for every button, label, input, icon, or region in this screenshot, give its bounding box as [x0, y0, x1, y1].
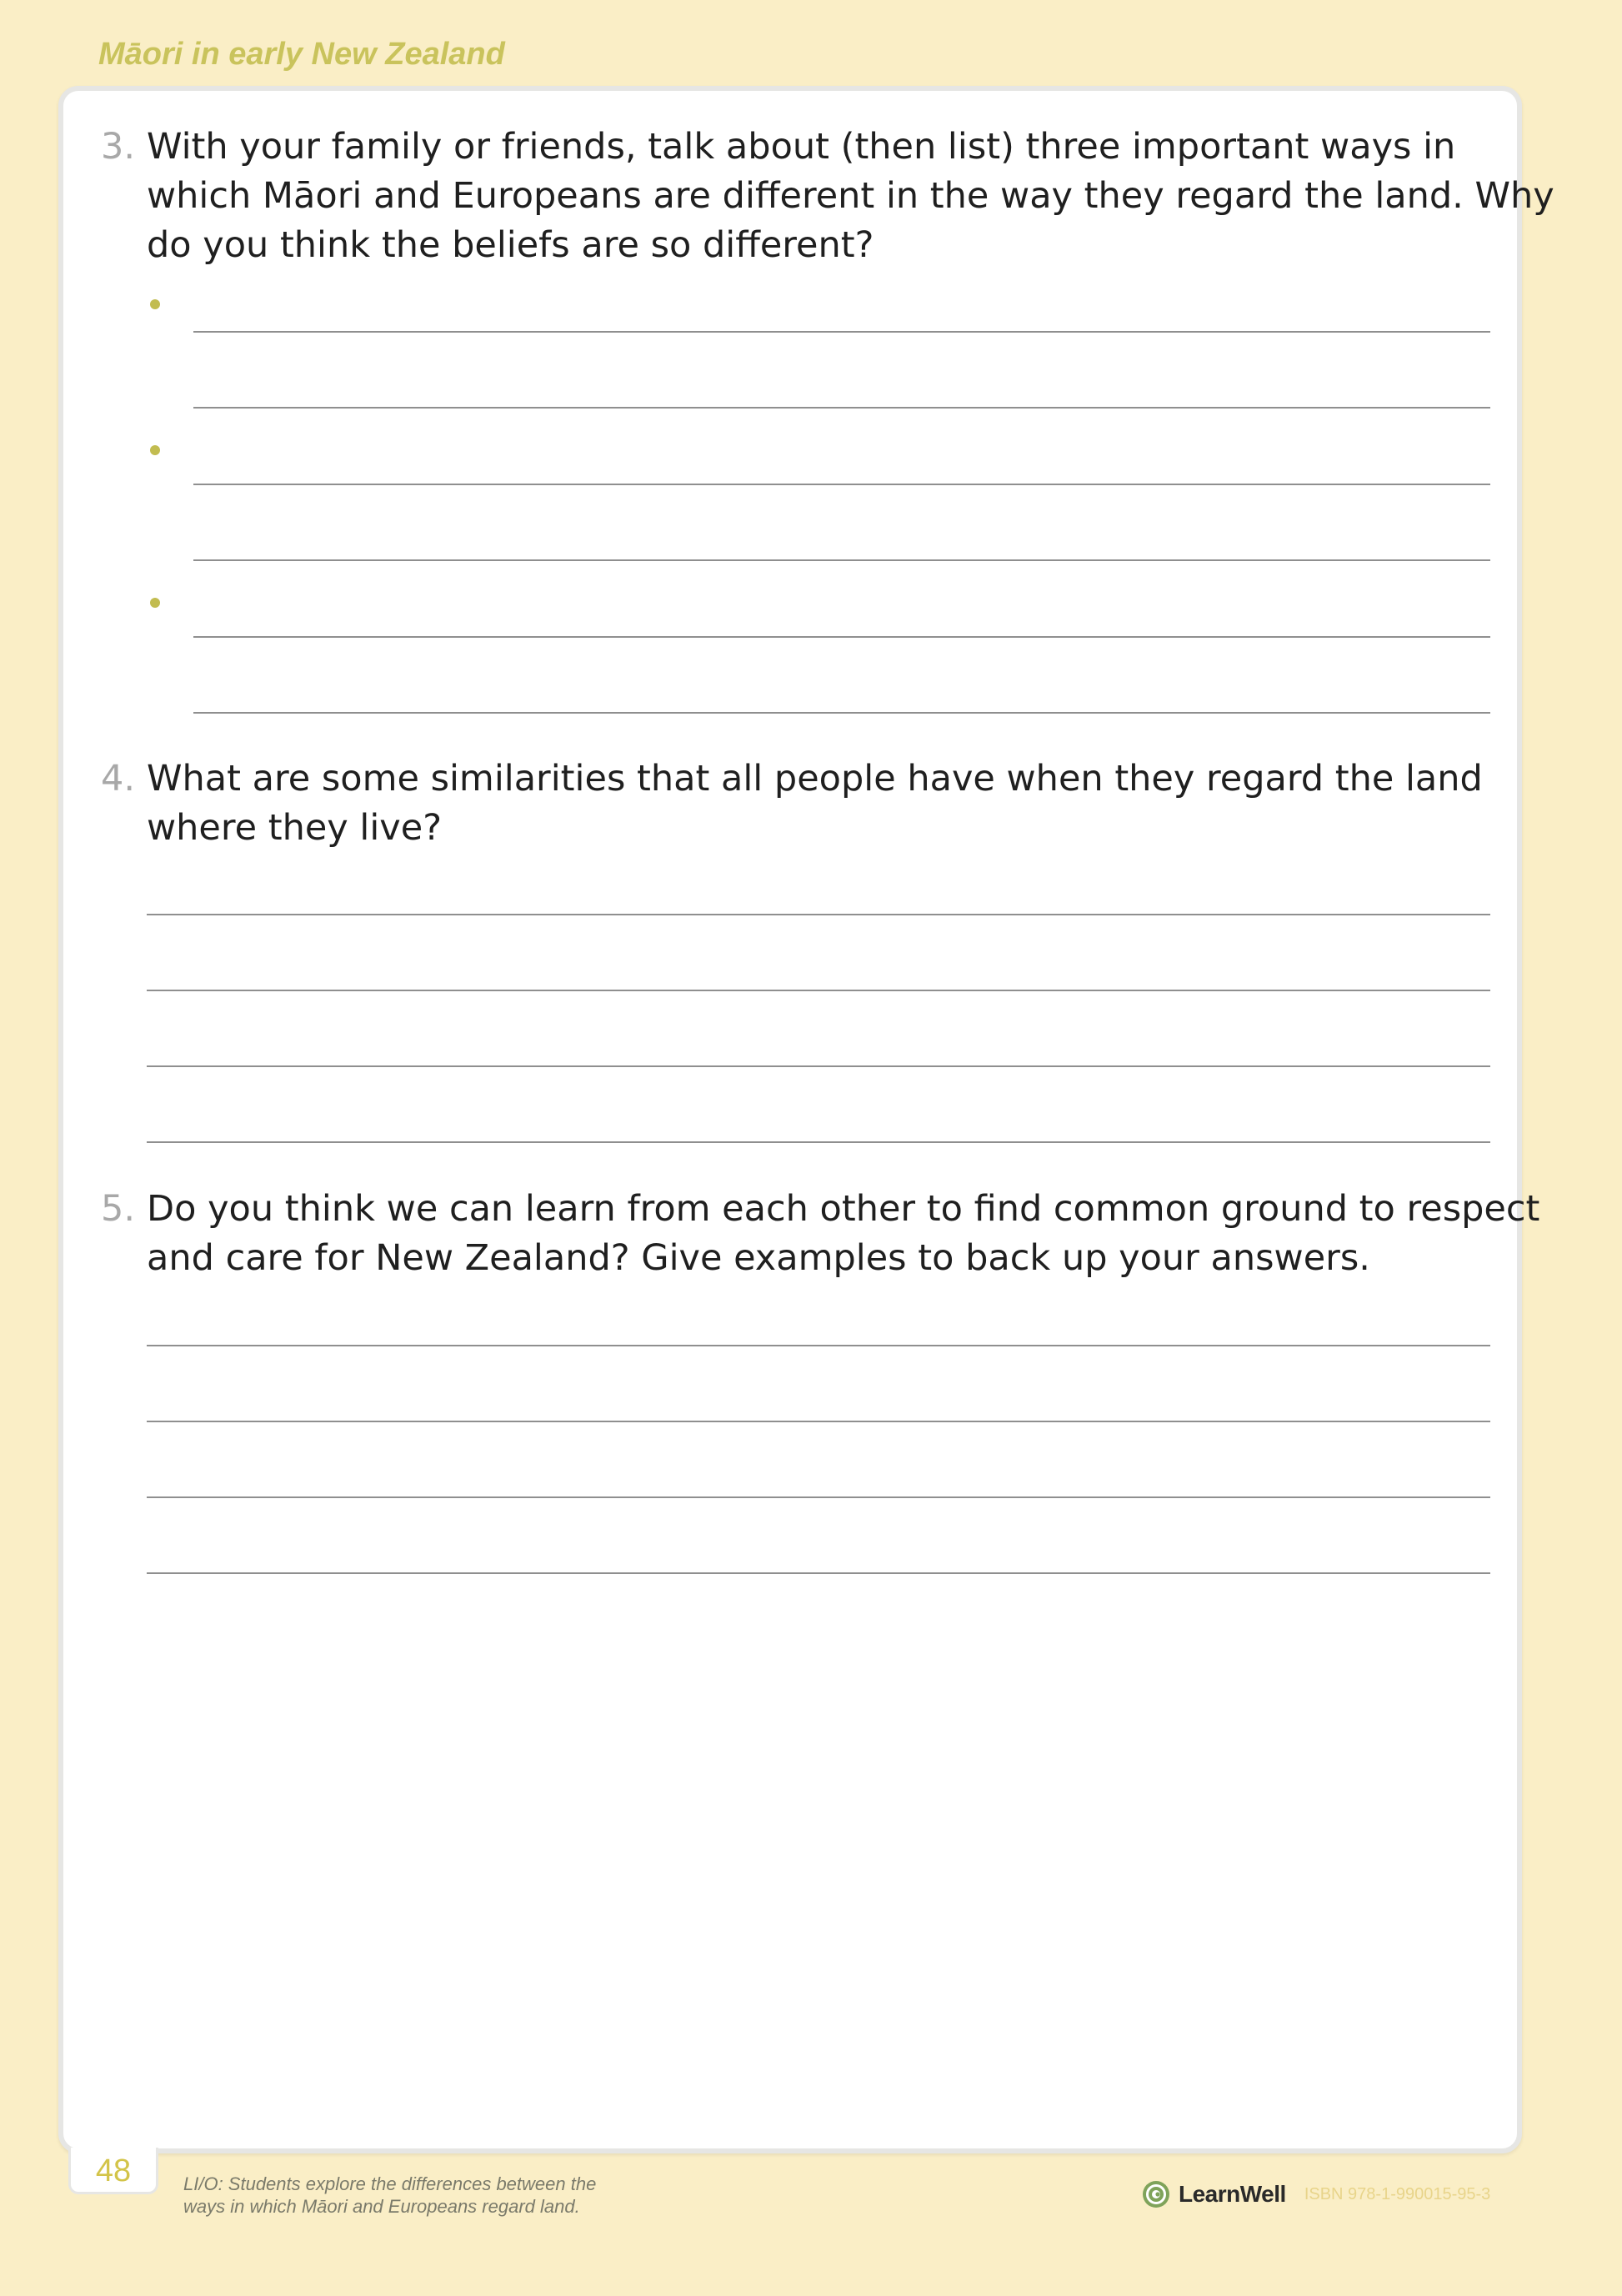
- answer-line[interactable]: [147, 1141, 1490, 1143]
- question-text: Do you think we can learn from each other to find common ground to respect and care for New Zealand? Give examples to back up your answers.: [147, 1188, 1540, 1279]
- question-number: 4.: [101, 758, 136, 800]
- bullet-1: [150, 299, 160, 309]
- question-number: 3.: [101, 126, 136, 168]
- answer-line[interactable]: [147, 1345, 1490, 1346]
- question-text: With your family or friends, talk about (then list) three important ways in which Māori and Europeans are different in the way they regard the land. Why do you think the beliefs are so different?: [147, 126, 1554, 266]
- publisher-name: LearnWell: [1179, 2181, 1286, 2207]
- bullet-2: [150, 445, 160, 455]
- answer-line[interactable]: [193, 559, 1490, 561]
- bullet-3: [150, 598, 160, 608]
- answer-line[interactable]: [147, 1065, 1490, 1067]
- answer-line[interactable]: [193, 712, 1490, 714]
- answer-line[interactable]: [193, 331, 1490, 333]
- answer-line[interactable]: [147, 990, 1490, 991]
- learning-intention: LI/O: Students explore the differences between the ways in which Māori and Europeans regard land.: [183, 2173, 597, 2217]
- page-number: 48: [95, 2153, 132, 2188]
- isbn: ISBN 978-1-990015-95-3: [1304, 2184, 1491, 2203]
- answer-line[interactable]: [147, 1421, 1490, 1422]
- running-head-title: Māori in early New Zealand: [98, 37, 505, 72]
- publisher-block: [1142, 2178, 1490, 2211]
- answer-line[interactable]: [193, 484, 1490, 485]
- page-number-tab: [68, 2148, 158, 2194]
- answer-line[interactable]: [193, 636, 1490, 638]
- answer-line[interactable]: [147, 1572, 1490, 1574]
- question-text: What are some similarities that all people have when they regard the land where they live?: [147, 758, 1483, 849]
- worksheet-card: [58, 86, 1554, 2153]
- learnwell-logo-icon: [1142, 2180, 1170, 2208]
- answer-line[interactable]: [147, 1496, 1490, 1498]
- answer-line[interactable]: [193, 407, 1490, 409]
- answer-line[interactable]: [147, 914, 1490, 915]
- question-number: 5.: [101, 1188, 136, 1230]
